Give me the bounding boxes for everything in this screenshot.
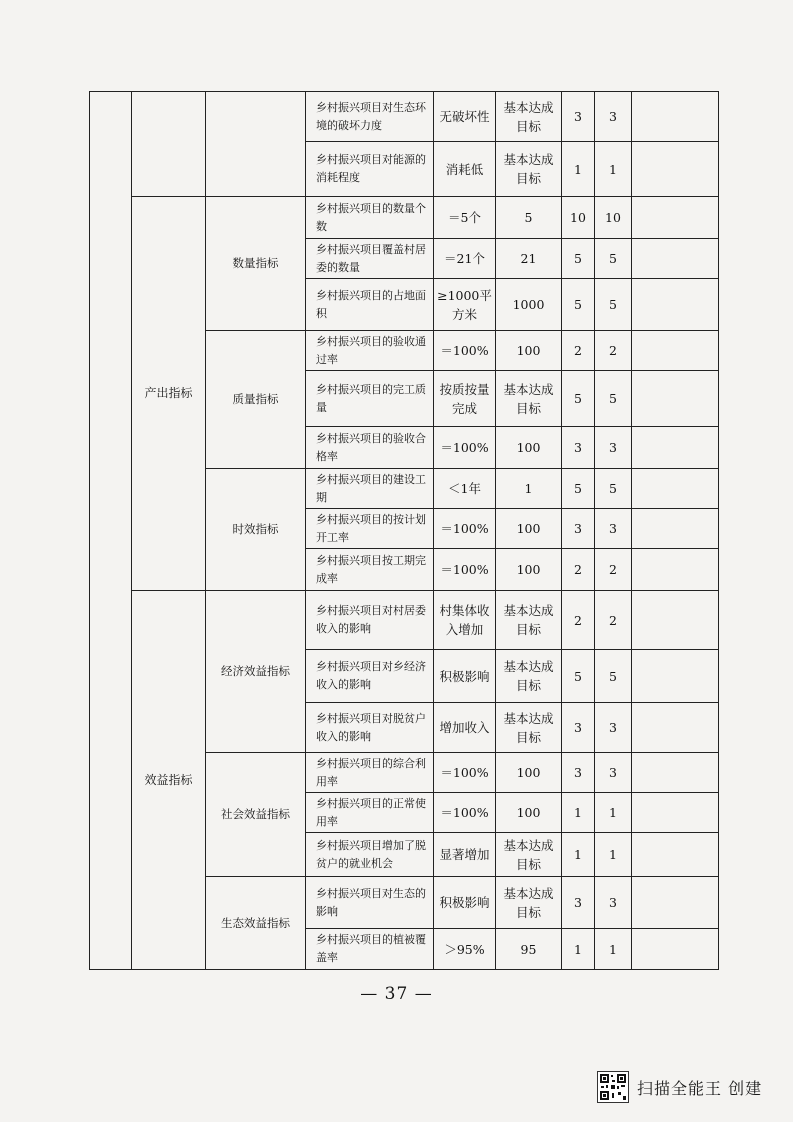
table-row [90,591,719,650]
actual-cell: 基本达成目标 [496,371,562,427]
subcategory-quality: 质量指标 [206,331,306,469]
actual-cell: 100 [496,427,562,469]
table-row [90,92,719,142]
score-cell: 5 [595,239,632,279]
actual-cell: 1000 [496,279,562,331]
target-cell: 按质按量完成 [434,371,496,427]
subcategory-ecological: 生态效益指标 [206,877,306,970]
actual-cell: 100 [496,509,562,549]
actual-cell: 1 [496,469,562,509]
remark-cell [632,509,719,549]
subcategory-quantity: 数量指标 [206,197,306,331]
target-cell: ＝100% [434,793,496,833]
score-cell: 10 [595,197,632,239]
weight-cell: 10 [562,197,595,239]
target-cell: 积极影响 [434,877,496,929]
score-cell: 3 [595,703,632,753]
weight-cell: 1 [562,793,595,833]
weight-cell: 3 [562,92,595,142]
actual-cell: 基本达成目标 [496,877,562,929]
remark-cell [632,833,719,877]
weight-cell: 3 [562,427,595,469]
indicator-cell: 乡村振兴项目对村居委收入的影响 [306,591,434,650]
actual-cell: 基本达成目标 [496,703,562,753]
page-number: — 37 — [360,984,433,1004]
target-cell: ＞95% [434,929,496,970]
remark-cell [632,703,719,753]
score-cell: 3 [595,427,632,469]
actual-cell: 基本达成目标 [496,650,562,703]
indicator-cell: 乡村振兴项目覆盖村居委的数量 [306,239,434,279]
remark-cell [632,469,719,509]
target-cell: ＝21个 [434,239,496,279]
score-cell: 2 [595,331,632,371]
actual-cell: 100 [496,331,562,371]
indicator-cell: 乡村振兴项目的建设工期 [306,469,434,509]
target-cell: ＝5个 [434,197,496,239]
weight-cell: 2 [562,549,595,591]
weight-cell: 2 [562,591,595,650]
actual-cell: 基本达成目标 [496,833,562,877]
indicator-cell: 乡村振兴项目对脱贫户收入的影响 [306,703,434,753]
subcategory-social: 社会效益指标 [206,753,306,877]
remark-cell [632,427,719,469]
indicator-cell: 乡村振兴项目按工期完成率 [306,549,434,591]
weight-cell: 3 [562,753,595,793]
score-cell: 5 [595,371,632,427]
indicator-cell: 乡村振兴项目的验收合格率 [306,427,434,469]
weight-cell: 5 [562,239,595,279]
target-cell: ＝100% [434,549,496,591]
remark-cell [632,197,719,239]
indicator-cell: 乡村振兴项目增加了脱贫户的就业机会 [306,833,434,877]
actual-cell: 95 [496,929,562,970]
remark-cell [632,279,719,331]
target-cell: 显著增加 [434,833,496,877]
remark-cell [632,92,719,142]
qr-code-icon [597,1071,629,1103]
indicator-cell: 乡村振兴项目对能源的消耗程度 [306,142,434,197]
actual-cell: 100 [496,753,562,793]
score-cell: 3 [595,753,632,793]
weight-cell: 3 [562,509,595,549]
actual-cell: 基本达成目标 [496,142,562,197]
score-cell: 3 [595,92,632,142]
indicator-cell: 乡村振兴项目的数量个数 [306,197,434,239]
remark-cell [632,877,719,929]
subcategory-timeliness: 时效指标 [206,469,306,591]
category-benefit: 效益指标 [132,591,206,970]
category-cell-continued [132,92,206,197]
score-cell: 2 [595,591,632,650]
indicator-cell: 乡村振兴项目的完工质量 [306,371,434,427]
remark-cell [632,331,719,371]
indicator-cell: 乡村振兴项目对生态环境的破坏力度 [306,92,434,142]
indicator-cell: 乡村振兴项目的正常使用率 [306,793,434,833]
subcategory-economic: 经济效益指标 [206,591,306,753]
target-cell: 消耗低 [434,142,496,197]
actual-cell: 100 [496,793,562,833]
target-cell: ≥1000平方米 [434,279,496,331]
weight-cell: 3 [562,703,595,753]
remark-cell [632,371,719,427]
score-cell: 5 [595,279,632,331]
first-level-cell [90,92,132,970]
indicator-cell: 乡村振兴项目的按计划开工率 [306,509,434,549]
target-cell: ＝100% [434,753,496,793]
remark-cell [632,793,719,833]
score-cell: 1 [595,833,632,877]
target-cell: 积极影响 [434,650,496,703]
weight-cell: 5 [562,279,595,331]
indicator-cell: 乡村振兴项目对乡经济收入的影响 [306,650,434,703]
watermark-text: 扫描全能王 创建 [637,1078,763,1098]
remark-cell [632,142,719,197]
scanner-watermark [597,1071,762,1103]
remark-cell [632,591,719,650]
score-cell: 5 [595,650,632,703]
remark-cell [632,549,719,591]
target-cell: ＜1年 [434,469,496,509]
indicator-cell: 乡村振兴项目的验收通过率 [306,331,434,371]
remark-cell [632,239,719,279]
remark-cell [632,929,719,970]
target-cell: 无破坏性 [434,92,496,142]
weight-cell: 1 [562,142,595,197]
score-cell: 3 [595,877,632,929]
weight-cell: 1 [562,929,595,970]
weight-cell: 1 [562,833,595,877]
weight-cell: 5 [562,371,595,427]
target-cell: ＝100% [434,427,496,469]
indicator-cell: 乡村振兴项目对生态的影响 [306,877,434,929]
indicator-cell: 乡村振兴项目的综合利用率 [306,753,434,793]
score-cell: 5 [595,469,632,509]
weight-cell: 3 [562,877,595,929]
actual-cell: 21 [496,239,562,279]
indicator-cell: 乡村振兴项目的占地面积 [306,279,434,331]
score-cell: 1 [595,793,632,833]
score-cell: 3 [595,509,632,549]
score-cell: 1 [595,929,632,970]
remark-cell [632,650,719,703]
score-cell: 2 [595,549,632,591]
target-cell: ＝100% [434,331,496,371]
target-cell: 增加收入 [434,703,496,753]
table-row [90,197,719,239]
weight-cell: 2 [562,331,595,371]
remark-cell [632,753,719,793]
actual-cell: 基本达成目标 [496,591,562,650]
target-cell: ＝100% [434,509,496,549]
performance-table [89,91,719,970]
actual-cell: 基本达成目标 [496,92,562,142]
target-cell: 村集体收入增加 [434,591,496,650]
subcategory-cell-continued [206,92,306,197]
actual-cell: 5 [496,197,562,239]
weight-cell: 5 [562,650,595,703]
category-output: 产出指标 [132,197,206,591]
actual-cell: 100 [496,549,562,591]
weight-cell: 5 [562,469,595,509]
score-cell: 1 [595,142,632,197]
indicator-cell: 乡村振兴项目的植被覆盖率 [306,929,434,970]
